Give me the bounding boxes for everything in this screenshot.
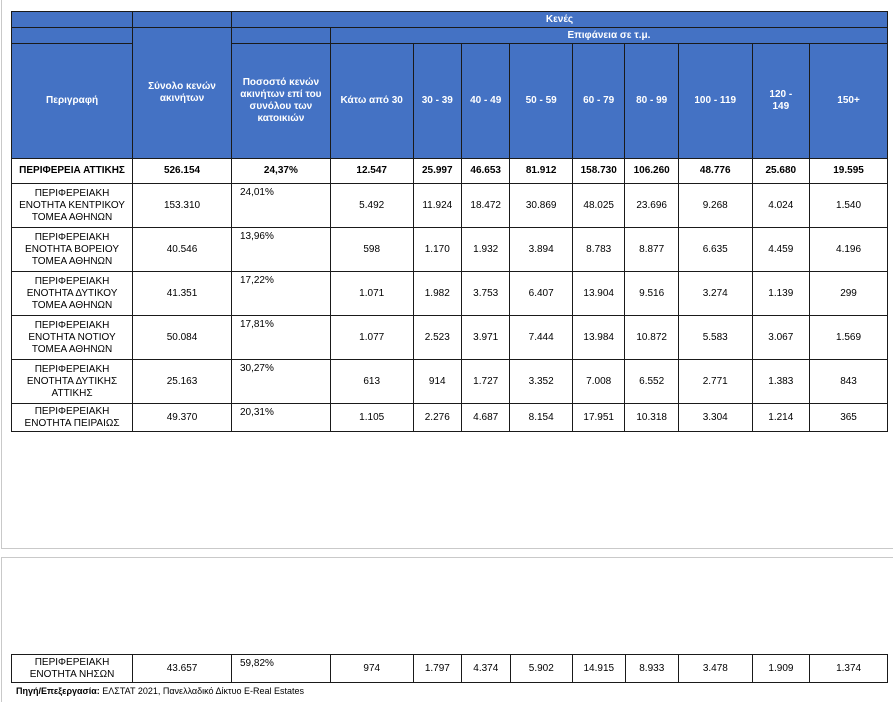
row-value-6: 3.478 bbox=[679, 655, 753, 683]
header-range-7: 120 - 149 bbox=[752, 44, 810, 159]
row-value-7: 1.383 bbox=[752, 360, 810, 404]
row-percentage bbox=[231, 316, 330, 360]
header-vacant: Κενές bbox=[231, 12, 887, 28]
row-percentage-value: 17,22% bbox=[239, 275, 274, 286]
row-value-7: 1.139 bbox=[752, 272, 810, 316]
row-value-0: 1.071 bbox=[330, 272, 413, 316]
header-blank bbox=[133, 12, 232, 28]
row-value-4: 7.008 bbox=[572, 360, 624, 404]
row-value-2: 1.727 bbox=[461, 360, 509, 404]
header-blank bbox=[12, 12, 133, 28]
row-value-7: 4.024 bbox=[752, 184, 810, 228]
row-value-5: 10.872 bbox=[625, 316, 678, 360]
row-value-0: 1.077 bbox=[330, 316, 413, 360]
row-value-6: 9.268 bbox=[678, 184, 752, 228]
row-value-1: 1.797 bbox=[413, 655, 461, 683]
row-value-1: 1.170 bbox=[413, 228, 461, 272]
row-value-8: 4.196 bbox=[810, 228, 888, 272]
row-description: ΠΕΡΙΦΕΡΕΙΑΚΗ ΕΝΟΤΗΤΑ ΔΥΤΙΚΗΣ ΑΤΤΙΚΗΣ bbox=[12, 360, 133, 404]
row-value-1: 2.276 bbox=[413, 404, 461, 432]
row-value-0: 598 bbox=[330, 228, 413, 272]
row-total: 25.163 bbox=[133, 360, 232, 404]
row-value-0: 12.547 bbox=[330, 159, 413, 184]
row-value-6: 3.274 bbox=[678, 272, 752, 316]
row-value-7: 1.214 bbox=[752, 404, 810, 432]
header-range-1: 30 - 39 bbox=[413, 44, 461, 159]
header-range-5: 80 - 99 bbox=[625, 44, 678, 159]
row-value-1: 914 bbox=[413, 360, 461, 404]
row-total: 41.351 bbox=[133, 272, 232, 316]
row-value-8: 19.595 bbox=[810, 159, 888, 184]
row-percentage bbox=[231, 272, 330, 316]
header-range-0: Κάτω από 30 bbox=[330, 44, 413, 159]
row-value-2: 46.653 bbox=[461, 159, 509, 184]
row-total: 526.154 bbox=[133, 159, 232, 184]
row-value-5: 106.260 bbox=[625, 159, 678, 184]
row-value-4: 14.915 bbox=[573, 655, 625, 683]
row-value-1: 25.997 bbox=[413, 159, 461, 184]
table-row bbox=[12, 655, 888, 683]
row-description: ΠΕΡΙΦΕΡΕΙΑΚΗ ΕΝΟΤΗΤΑ ΔΥΤΙΚΟΥ ΤΟΜΕΑ ΑΘΗΝΩΝ bbox=[12, 272, 133, 316]
row-description: ΠΕΡΙΦΕΡΕΙΑΚΗ ΕΝΟΤΗΤΑ ΒΟΡΕΙΟΥ ΤΟΜΕΑ ΑΘΗΝΩΝ bbox=[12, 228, 133, 272]
row-value-4: 8.783 bbox=[572, 228, 624, 272]
row-value-7: 1.909 bbox=[752, 655, 810, 683]
row-description: ΠΕΡΙΦΕΡΕΙΑΚΗ ΕΝΟΤΗΤΑ ΝΗΣΩΝ bbox=[12, 655, 133, 683]
table-row bbox=[12, 404, 888, 432]
header-percentage: Ποσοστό κενών ακινήτων επί του συνόλου των κατοικιών bbox=[231, 44, 330, 159]
row-value-0: 1.105 bbox=[330, 404, 413, 432]
header-surface: Επιφάνεια σε τ.μ. bbox=[330, 28, 887, 44]
source-text: ΕΛΣΤΑΤ 2021, Πανελλαδικό Δίκτυο E-Real Estates bbox=[99, 686, 305, 696]
row-value-2: 3.753 bbox=[461, 272, 509, 316]
row-value-4: 13.984 bbox=[572, 316, 624, 360]
row-value-6: 3.304 bbox=[678, 404, 752, 432]
row-value-6: 6.635 bbox=[678, 228, 752, 272]
row-value-4: 13.904 bbox=[572, 272, 624, 316]
row-value-8: 1.374 bbox=[810, 655, 888, 683]
row-value-3: 81.912 bbox=[510, 159, 573, 184]
source-label: Πηγή/Επεξεργασία: bbox=[16, 686, 100, 696]
row-percentage bbox=[231, 655, 330, 683]
header-range-8: 150+ bbox=[810, 44, 888, 159]
row-value-1: 2.523 bbox=[413, 316, 461, 360]
table-row bbox=[12, 360, 888, 404]
row-value-8: 299 bbox=[810, 272, 888, 316]
row-value-6: 2.771 bbox=[678, 360, 752, 404]
row-value-5: 23.696 bbox=[625, 184, 678, 228]
row-value-3: 5.902 bbox=[510, 655, 573, 683]
row-value-7: 3.067 bbox=[752, 316, 810, 360]
source-note bbox=[16, 686, 304, 696]
row-value-8: 365 bbox=[810, 404, 888, 432]
row-percentage bbox=[231, 228, 330, 272]
row-value-6: 5.583 bbox=[678, 316, 752, 360]
row-value-3: 6.407 bbox=[510, 272, 573, 316]
row-value-3: 7.444 bbox=[510, 316, 573, 360]
row-value-5: 10.318 bbox=[625, 404, 678, 432]
row-value-8: 843 bbox=[810, 360, 888, 404]
row-value-3: 3.352 bbox=[510, 360, 573, 404]
row-total: 40.546 bbox=[133, 228, 232, 272]
vacant-properties-table-continued bbox=[11, 654, 888, 683]
row-percentage-value: 30,27% bbox=[239, 363, 274, 374]
row-total: 49.370 bbox=[133, 404, 232, 432]
header-blank bbox=[12, 28, 133, 44]
table-row bbox=[12, 228, 888, 272]
row-percentage-value: 17,81% bbox=[239, 319, 274, 330]
row-value-5: 9.516 bbox=[625, 272, 678, 316]
row-value-8: 1.569 bbox=[810, 316, 888, 360]
row-value-2: 4.374 bbox=[462, 655, 510, 683]
header-blank bbox=[231, 28, 330, 44]
row-percentage-value: 13,96% bbox=[239, 231, 274, 242]
row-value-3: 30.869 bbox=[510, 184, 573, 228]
row-value-4: 48.025 bbox=[572, 184, 624, 228]
row-value-5: 8.877 bbox=[625, 228, 678, 272]
row-value-2: 4.687 bbox=[461, 404, 509, 432]
row-value-0: 613 bbox=[330, 360, 413, 404]
row-value-2: 1.932 bbox=[461, 228, 509, 272]
row-value-3: 3.894 bbox=[510, 228, 573, 272]
row-value-4: 158.730 bbox=[572, 159, 624, 184]
header-range-2: 40 - 49 bbox=[461, 44, 509, 159]
row-value-0: 974 bbox=[330, 655, 413, 683]
row-percentage-value: 59,82% bbox=[239, 658, 274, 669]
row-description: ΠΕΡΙΦΕΡΕΙΑΚΗ ΕΝΟΤΗΤΑ ΚΕΝΤΡΙΚΟΥ ΤΟΜΕΑ ΑΘΗΝΩΝ bbox=[12, 184, 133, 228]
row-percentage bbox=[231, 184, 330, 228]
row-value-8: 1.540 bbox=[810, 184, 888, 228]
row-value-6: 48.776 bbox=[678, 159, 752, 184]
row-total: 153.310 bbox=[133, 184, 232, 228]
row-percentage bbox=[231, 360, 330, 404]
row-value-5: 8.933 bbox=[625, 655, 678, 683]
table-row bbox=[12, 316, 888, 360]
header-description: Περιγραφή bbox=[12, 44, 133, 159]
row-percentage: 24,37% bbox=[231, 159, 330, 184]
row-value-7: 4.459 bbox=[752, 228, 810, 272]
row-description: ΠΕΡΙΦΕΡΕΙΑΚΗ ΕΝΟΤΗΤΑ ΠΕΙΡΑΙΩΣ bbox=[12, 404, 133, 432]
row-value-1: 1.982 bbox=[413, 272, 461, 316]
row-value-4: 17.951 bbox=[572, 404, 624, 432]
table-row bbox=[12, 272, 888, 316]
row-percentage bbox=[231, 404, 330, 432]
header-range-3: 50 - 59 bbox=[510, 44, 573, 159]
row-description: ΠΕΡΙΦΕΡΕΙΑ ΑΤΤΙΚΗΣ bbox=[12, 159, 133, 184]
row-percentage-value: 24,01% bbox=[239, 187, 274, 198]
row-value-0: 5.492 bbox=[330, 184, 413, 228]
row-value-2: 18.472 bbox=[461, 184, 509, 228]
row-description: ΠΕΡΙΦΕΡΕΙΑΚΗ ΕΝΟΤΗΤΑ ΝΟΤΙΟΥ ΤΟΜΕΑ ΑΘΗΝΩΝ bbox=[12, 316, 133, 360]
table-row bbox=[12, 159, 888, 184]
row-value-2: 3.971 bbox=[461, 316, 509, 360]
header-total-vacant: Σύνολο κενών ακινήτων bbox=[133, 28, 232, 159]
row-percentage-value: 20,31% bbox=[239, 407, 274, 418]
row-value-5: 6.552 bbox=[625, 360, 678, 404]
row-total: 43.657 bbox=[133, 655, 232, 683]
row-value-3: 8.154 bbox=[510, 404, 573, 432]
row-value-1: 11.924 bbox=[413, 184, 461, 228]
header-range-6: 100 - 119 bbox=[678, 44, 752, 159]
header-range-4: 60 - 79 bbox=[572, 44, 624, 159]
row-total: 50.084 bbox=[133, 316, 232, 360]
table-row bbox=[12, 184, 888, 228]
vacant-properties-table bbox=[11, 11, 888, 432]
row-value-7: 25.680 bbox=[752, 159, 810, 184]
